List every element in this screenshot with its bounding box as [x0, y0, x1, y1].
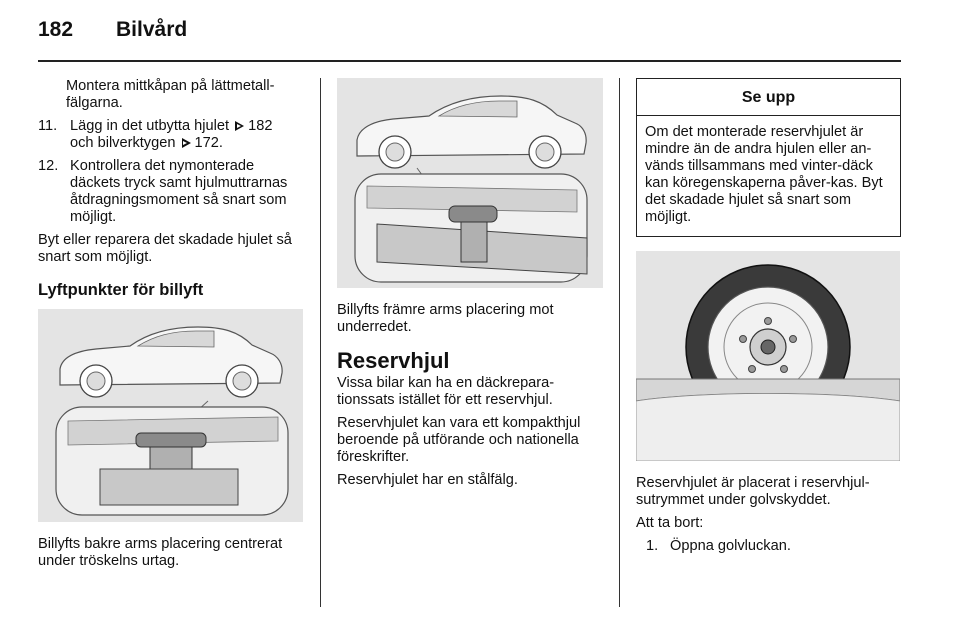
front-lift-point-figure	[337, 78, 603, 288]
paragraph: Vissa bilar kan ha en däckrepara-tionssats istället för ett reservhjul.	[337, 375, 555, 408]
step-text-a: Lägg in det utbytta hjulet	[70, 118, 230, 134]
paragraph: Reservhjulet kan vara ett kompakthjul beroende på utförande och nationella föreskrifter.	[337, 415, 581, 465]
rear-lift-point-figure	[38, 309, 303, 522]
list-number: 1.	[646, 538, 659, 554]
warning-box	[636, 78, 901, 237]
paragraph: Reservhjulet är placerat i reservhjul-sutrymmet under golvskyddet.	[636, 475, 870, 508]
page-reference[interactable]: 172.	[194, 135, 223, 151]
continued-text: Montera mittkåpan på lättmetall-fälgarna.	[66, 78, 275, 111]
page-reference-icon	[182, 138, 192, 148]
lift-arm-detail	[56, 407, 288, 515]
list-intro: Att ta bort:	[636, 515, 704, 531]
section-heading: Reservhjul	[337, 348, 450, 373]
column-2	[337, 78, 604, 495]
column-3	[636, 78, 901, 561]
warning-text: Om det monterade reservhjulet är mindre än de andra hjulen eller an-vänds tillsammans med vinter-däck kan köregenskaperna påver-kas. Byt det skadade hjulet så snart som möjligt.	[645, 124, 883, 225]
list-text: Öppna golvluckan.	[670, 538, 791, 554]
column-divider-2	[619, 78, 620, 607]
page-reference[interactable]: 182	[248, 118, 273, 134]
lift-arm-detail	[355, 174, 587, 282]
step-11	[38, 118, 304, 152]
page-reference-icon	[235, 121, 245, 131]
figure-caption: Billyfts främre arms placering mot underredet.	[337, 302, 554, 335]
page-number: 182	[38, 18, 74, 41]
step-number: 11.	[38, 118, 58, 134]
paragraph: Reservhjulet har en stålfälg.	[337, 472, 518, 488]
list-item	[636, 538, 901, 555]
step-12	[38, 158, 304, 226]
section-title: Bilvård	[116, 18, 188, 41]
step-text	[70, 118, 304, 152]
header-rule	[38, 60, 901, 62]
section-heading: Lyftpunkter för billyft	[38, 281, 204, 299]
column-1	[38, 78, 304, 576]
column-divider-1	[320, 78, 321, 607]
figure-caption: Billyfts bakre arms placering centrerat under tröskelns urtag.	[38, 536, 283, 569]
page-header	[38, 18, 187, 42]
step-text: Kontrollera det nymonterade däckets tryck samt hjulmuttrarnas åtdragningsmoment så snart som möjligt.	[70, 158, 288, 225]
trunk-sill	[636, 379, 900, 461]
spare-wheel-figure	[636, 251, 900, 461]
paragraph: Byt eller reparera det skadade hjulet så snart som möjligt.	[38, 232, 292, 265]
warning-title: Se upp	[637, 79, 900, 116]
step-text-b: och bilverktygen	[70, 135, 176, 151]
step-number: 12.	[38, 158, 59, 174]
